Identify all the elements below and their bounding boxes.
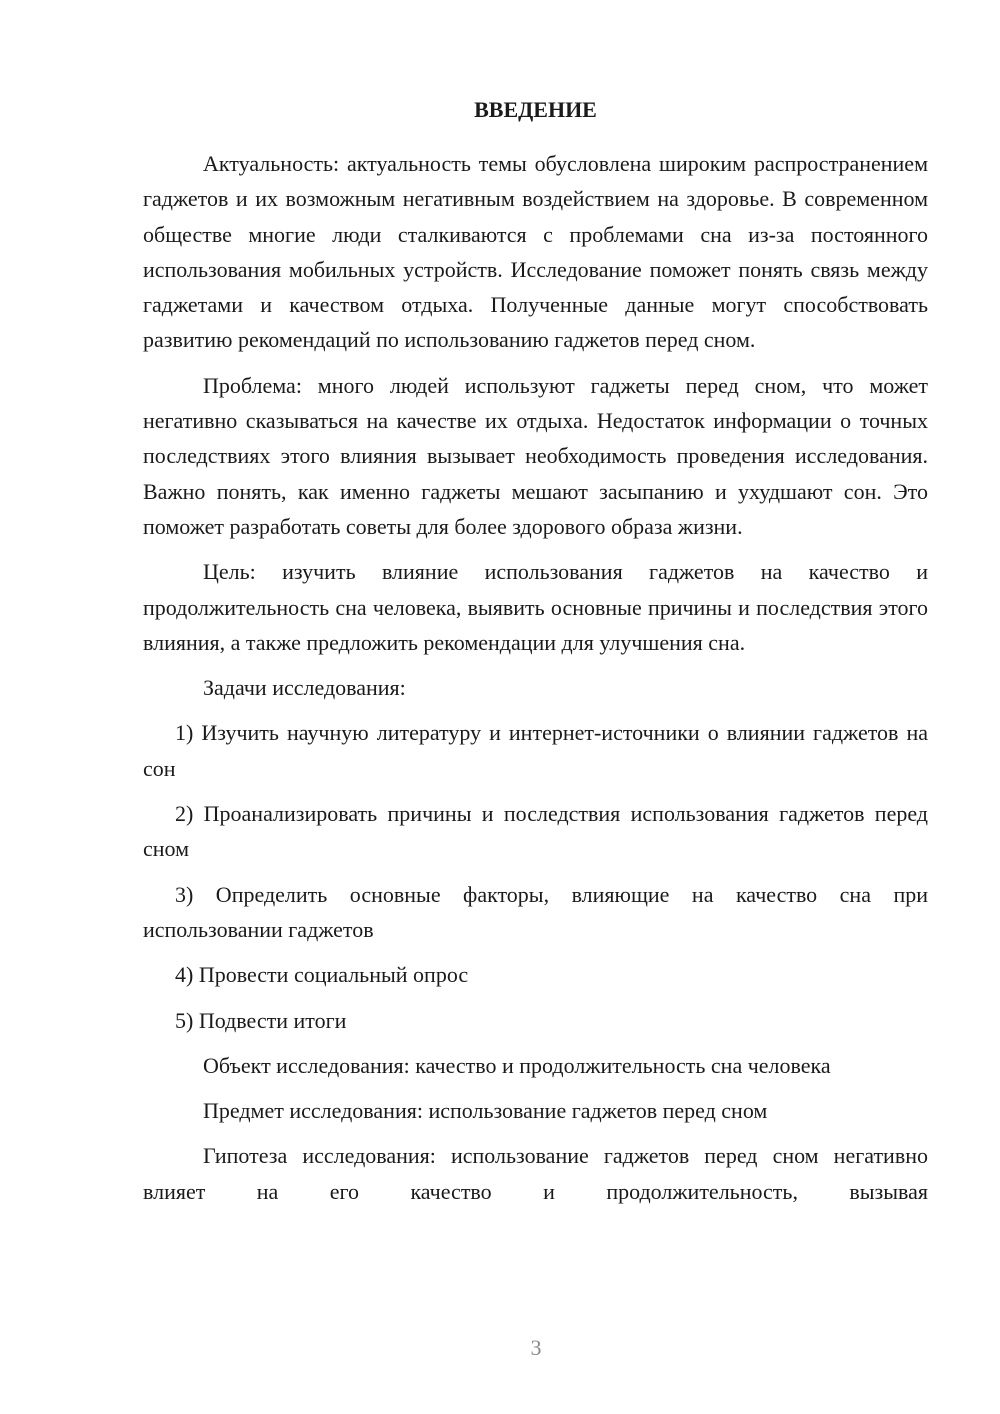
page-number: 3 [530, 1335, 542, 1360]
hypothesis-paragraph: Гипотеза исследования: использование гаджетов перед сном негативно влияет на его качество и продолжительность, вызывая [143, 1143, 928, 1204]
problem-paragraph: Проблема: много людей используют гаджеты перед сном, что может негативно сказываться на качестве их отдыха. Недостаток информации о точных последствиях этого влияния вызывает необходимость проведения исследования. Важно понять, как именно гаджеты мешают засыпанию и ухудшают сон. Это поможет разработать советы для более здорового образа жизни. [143, 372, 928, 539]
task-item-1: 1) Изучить научную литературу и интернет-источники о влиянии гаджетов на сон [143, 720, 928, 781]
section-heading: ВВЕДЕНИЕ [474, 97, 597, 122]
task-item-5: 5) Подвести итоги [175, 1007, 347, 1033]
subject-paragraph: Предмет исследования: использование гаджетов перед сном [203, 1098, 768, 1124]
task-item-2: 2) Проанализировать причины и последствия использования гаджетов перед сном [143, 801, 928, 862]
task-item-3: 3) Определить основные факторы, влияющие на качество сна при использовании гаджетов [143, 881, 928, 942]
goal-paragraph: Цель: изучить влияние использования гаджетов на качество и продолжительность сна человека, выявить основные причины и последствия этого влияния, а также предложить рекомендации для улучшения сна. [143, 559, 928, 655]
tasks-title: Задачи исследования: [203, 675, 406, 701]
object-paragraph: Объект исследования: качество и продолжительность сна человека [203, 1052, 831, 1078]
task-item-4: 4) Провести социальный опрос [175, 962, 469, 988]
document-page [143, 92, 928, 1219]
relevance-paragraph: Актуальность: актуальность темы обусловлена широким распространением гаджетов и их возможным негативным воздействием на здоровье. В современном обществе многие люди сталкиваются с проблемами сна из-за постоянного использования мобильных устройств. Исследование поможет понять связь между гаджетами и качеством отдыха. Полученные данные могут способствовать развитию рекомендаций по использованию гаджетов перед сном. [143, 151, 928, 353]
